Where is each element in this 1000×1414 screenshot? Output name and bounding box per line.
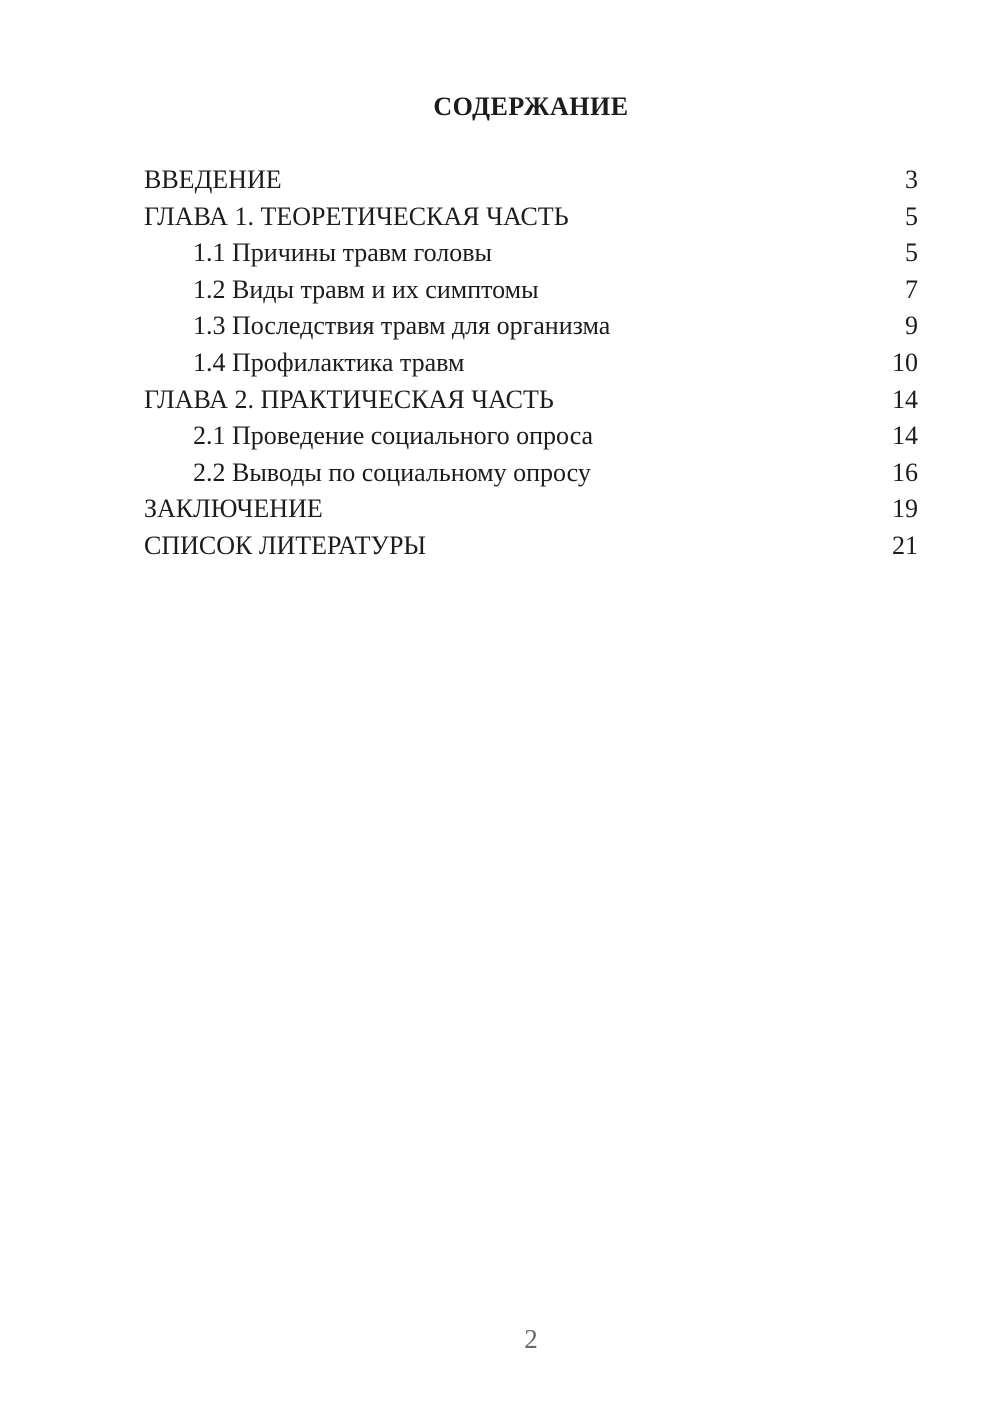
- toc-entry-page: 14: [892, 421, 918, 451]
- toc-entry-page: 9: [905, 311, 918, 341]
- toc-entry-label: 1.3 Последствия травм для организма: [193, 311, 611, 341]
- toc-row: [144, 528, 918, 565]
- toc-entry-page: 5: [905, 238, 918, 268]
- toc-entry-label: 1.4 Профилактика травм: [193, 347, 465, 377]
- page-number-footer: 2: [524, 1324, 538, 1354]
- toc-entry-label: ВВЕДЕНИЕ: [144, 165, 282, 194]
- toc-entry-label: 1.1 Причины травм головы: [193, 238, 492, 268]
- toc-entry-page: 7: [905, 274, 918, 304]
- toc-row: [144, 345, 918, 382]
- toc-row: [144, 199, 918, 236]
- toc-entry-page: 21: [892, 530, 918, 560]
- toc-row: [144, 308, 918, 345]
- toc-row: [144, 418, 918, 455]
- toc-entry-label: СПИСОК ЛИТЕРАТУРЫ: [144, 530, 427, 560]
- toc-entry-page: 14: [892, 384, 918, 414]
- toc-entry-label: ЗАКЛЮЧЕНИЕ: [144, 494, 323, 524]
- toc-entry-label: 2.1 Проведение социального опроса: [193, 421, 594, 451]
- toc-entry-label: 2.2 Выводы по социальному опросу: [193, 457, 591, 487]
- toc-entry-page: 10: [892, 347, 918, 377]
- toc-entry-page: 16: [892, 457, 918, 487]
- toc-row: [144, 455, 918, 492]
- toc-row: [144, 272, 918, 309]
- toc-entry-page: 19: [892, 494, 918, 524]
- toc-row: [144, 162, 918, 199]
- toc-entry-label: 1.2 Виды травм и их симптомы: [193, 274, 539, 304]
- toc-row: [144, 491, 918, 528]
- toc-row: [144, 382, 918, 419]
- toc-list: [144, 162, 918, 565]
- toc-row: [144, 235, 918, 272]
- toc-entry-page: 3: [905, 165, 918, 194]
- toc-entry-label: ГЛАВА 2. ПРАКТИЧЕСКАЯ ЧАСТЬ: [144, 384, 554, 414]
- toc-entry-page: 5: [905, 201, 918, 231]
- toc-entry-label: ГЛАВА 1. ТЕОРЕТИЧЕСКАЯ ЧАСТЬ: [144, 201, 569, 231]
- toc-title: СОДЕРЖАНИЕ: [433, 92, 629, 121]
